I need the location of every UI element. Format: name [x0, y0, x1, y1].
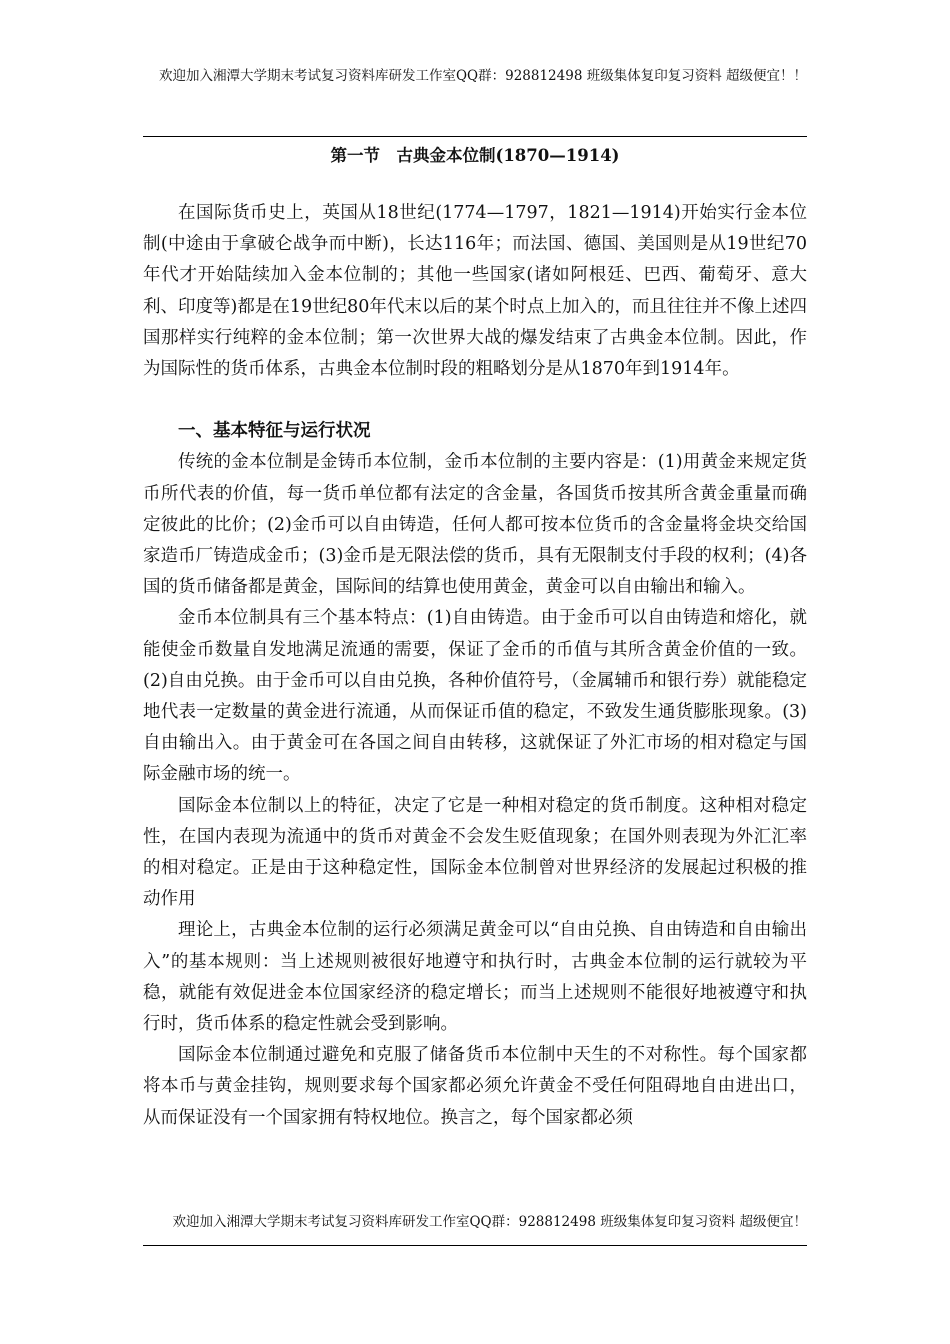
intro-paragraph: 在国际货币史上，英国从18世纪(1774—1797，1821—1914)开始实行金本位制(中途由于拿破仑战争而中断)，长达116年；而法国、德国、美国则是从19世纪70年代才开始陆续加入金本位制的；其他一些国家(诸如阿根廷、巴西、葡萄牙、意大利、印度等)都是在19世纪80年代末以后的某个时点上加入的，而且往往并不像上述四国那样实行纯粹的金本位制；第一次世界大战的爆发结束了古典金本位制。因此，作为国际性的货币体系，古典金本位制时段的粗略划分是从1870年到1914年。: [143, 203, 807, 380]
paragraph-5: 国际金本位制通过避免和克服了储备货币本位制中天生的不对称性。每个国家都将本币与黄金挂钩，规则要求每个国家都必须允许黄金不受任何阻碍地自由进出口，从而保证没有一个国家拥有特权地位。换言之，每个国家都必须: [143, 1045, 807, 1128]
section-title: 第一节 古典金本位制(1870—1914): [330, 146, 620, 165]
page-header: 欢迎加入湘潭大学期末考试复习资料库研发工作室QQ群：928812498 班级集体复印复习资料 超级便宜！！: [158, 68, 807, 84]
footer-rule: [143, 1245, 807, 1246]
paragraph-1: 传统的金本位制是金铸币本位制，金币本位制的主要内容是：(1)用黄金来规定货币所代表的价值，每一货币单位都有法定的含金量，各国货币按其所含黄金重量而确定彼此的比价；(2)金币可以自由铸造，任何人都可按本位货币的含金量将金块交给国家造币厂铸造成金币；(3)金币是无限法偿的货币，具有无限制支付手段的权利；(4)各国的货币储备都是黄金，国际间的结算也使用黄金，黄金可以自由输出和输入。: [143, 452, 807, 598]
header-rule: [143, 136, 807, 137]
body-text: [143, 198, 807, 1134]
page-footer: 欢迎加入湘潭大学期末考试复习资料库研发工作室QQ群：928812498 班级集体复印复习资料 超级便宜！: [172, 1214, 807, 1230]
subheading: 一、基本特征与运行状况: [178, 421, 371, 442]
paragraph-2: 金币本位制具有三个基本特点：(1)自由铸造。由于金币可以自由铸造和熔化，就能使金币数量自发地满足流通的需要，保证了金币的币值与其所含黄金价值的一致。(2)自由兑换。由于金币可以自由兑换，各种价值符号，（金属辅币和银行券）就能稳定地代表一定数量的黄金进行流通，从而保证币值的稳定，不致发生通货膨胀现象。(3)自由输出入。由于黄金可在各国之间自由转移，这就保证了外汇市场的相对稳定与国际金融市场的统一。: [143, 608, 807, 785]
paragraph-4: 理论上，古典金本位制的运行必须满足黄金可以“自由兑换、自由铸造和自由输出入”的基本规则：当上述规则被很好地遵守和执行时，古典金本位制的运行就较为平稳，就能有效促进金本位国家经济的稳定增长；而当上述规则不能很好地被遵守和执行时，货币体系的稳定性就会受到影响。: [143, 920, 807, 1035]
paragraph-3: 国际金本位制以上的特征，决定了它是一种相对稳定的货币制度。这种相对稳定性，在国内表现为流通中的货币对黄金不会发生贬值现象；在国外则表现为外汇汇率的相对稳定。正是由于这种稳定性，国际金本位制曾对世界经济的发展起过积极的推动作用: [143, 795, 807, 910]
